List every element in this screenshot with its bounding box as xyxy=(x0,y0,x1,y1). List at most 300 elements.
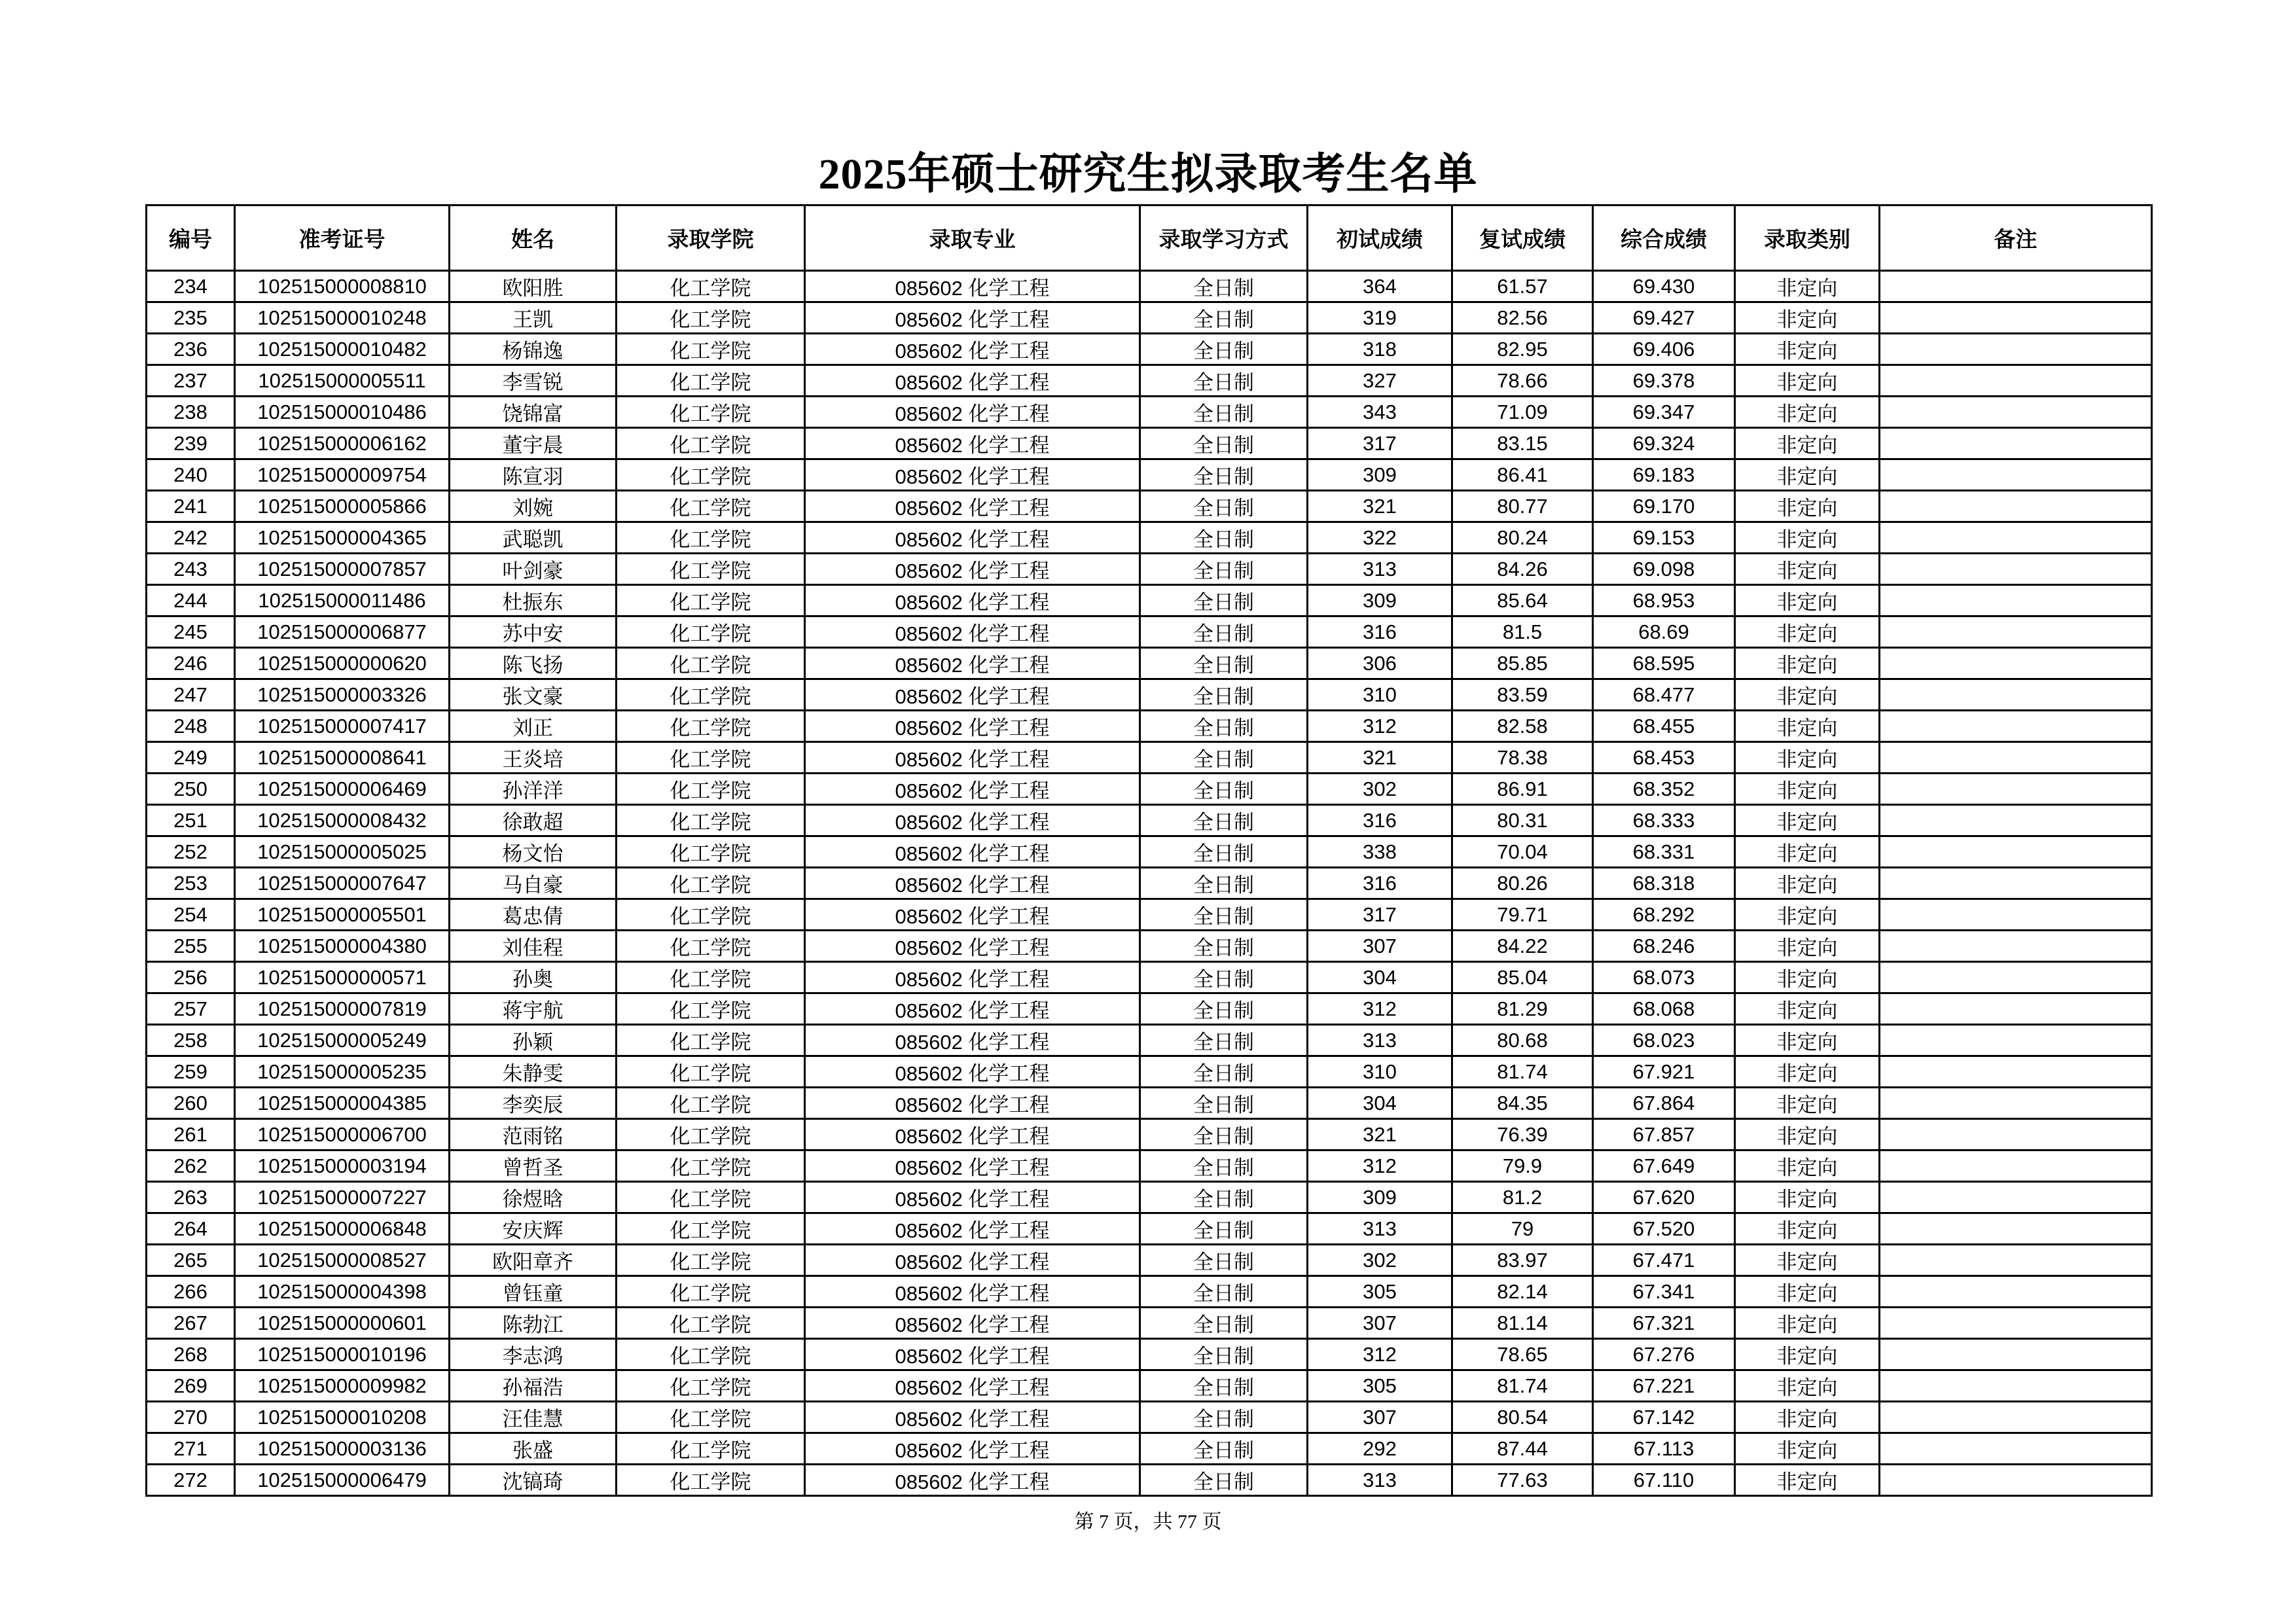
table-cell: 76.39 xyxy=(1452,1119,1593,1150)
table-cell: 全日制 xyxy=(1140,585,1308,616)
table-row xyxy=(147,711,2152,742)
table-cell: 非定向 xyxy=(1735,774,1880,805)
table-cell: 309 xyxy=(1308,1182,1452,1213)
table-cell xyxy=(1880,742,2152,774)
page-title: 2025年硕士研究生拟录取考生名单 xyxy=(818,151,1478,198)
table-cell xyxy=(1880,962,2152,993)
table-cell: 83.59 xyxy=(1452,679,1593,711)
table-cell: 312 xyxy=(1308,1339,1452,1370)
table-cell: 237 xyxy=(147,365,235,397)
table-cell xyxy=(1880,679,2152,711)
table-cell: 257 xyxy=(147,993,235,1025)
table-cell: 徐煜晗 xyxy=(450,1182,617,1213)
table-cell: 化工学院 xyxy=(617,711,805,742)
table-cell: 全日制 xyxy=(1140,397,1308,428)
table-cell: 254 xyxy=(147,899,235,931)
column-header: 录取类别 xyxy=(1735,205,1880,271)
table-cell: 085602 化学工程 xyxy=(805,868,1140,899)
table-cell: 68.318 xyxy=(1593,868,1735,899)
table-cell: 321 xyxy=(1308,742,1452,774)
table-cell: 258 xyxy=(147,1025,235,1056)
table-cell: 249 xyxy=(147,742,235,774)
table-cell: 曾哲圣 xyxy=(450,1150,617,1182)
table-row xyxy=(147,1119,2152,1150)
table-row xyxy=(147,1370,2152,1402)
table-cell: 68.69 xyxy=(1593,616,1735,648)
table-cell: 非定向 xyxy=(1735,428,1880,459)
table-cell: 085602 化学工程 xyxy=(805,774,1140,805)
table-row xyxy=(147,585,2152,616)
table-cell: 255 xyxy=(147,931,235,962)
table-cell: 085602 化学工程 xyxy=(805,742,1140,774)
table-cell: 69.430 xyxy=(1593,271,1735,302)
table-cell: 244 xyxy=(147,585,235,616)
table-cell: 78.38 xyxy=(1452,742,1593,774)
table-cell: 全日制 xyxy=(1140,302,1308,334)
table-cell: 86.91 xyxy=(1452,774,1593,805)
table-cell: 化工学院 xyxy=(617,271,805,302)
table-cell: 085602 化学工程 xyxy=(805,522,1140,554)
table-cell xyxy=(1880,585,2152,616)
table-cell: 085602 化学工程 xyxy=(805,993,1140,1025)
table-cell: 085602 化学工程 xyxy=(805,365,1140,397)
table-cell: 非定向 xyxy=(1735,397,1880,428)
table-cell: 张文豪 xyxy=(450,679,617,711)
table-cell: 李雪锐 xyxy=(450,365,617,397)
table-cell: 非定向 xyxy=(1735,1182,1880,1213)
table-cell: 全日制 xyxy=(1140,459,1308,491)
table-cell: 085602 化学工程 xyxy=(805,459,1140,491)
column-header: 录取学习方式 xyxy=(1140,205,1308,271)
table-cell: 安庆辉 xyxy=(450,1213,617,1245)
table-cell: 085602 化学工程 xyxy=(805,1276,1140,1308)
table-cell: 非定向 xyxy=(1735,1465,1880,1496)
table-cell: 杨文怡 xyxy=(450,836,617,868)
table-cell: 全日制 xyxy=(1140,1339,1308,1370)
table-row xyxy=(147,993,2152,1025)
table-cell: 化工学院 xyxy=(617,365,805,397)
table-cell: 304 xyxy=(1308,1088,1452,1119)
table-cell: 085602 化学工程 xyxy=(805,1402,1140,1433)
table-cell xyxy=(1880,1119,2152,1150)
table-cell: 102515000004365 xyxy=(235,522,450,554)
table-cell: 化工学院 xyxy=(617,899,805,931)
table-cell: 全日制 xyxy=(1140,1402,1308,1433)
table-row xyxy=(147,931,2152,962)
table-cell: 82.58 xyxy=(1452,711,1593,742)
table-cell: 化工学院 xyxy=(617,774,805,805)
table-cell: 102515000007647 xyxy=(235,868,450,899)
table-cell: 杜振东 xyxy=(450,585,617,616)
table-cell: 叶剑豪 xyxy=(450,554,617,585)
table-row xyxy=(147,742,2152,774)
table-cell: 085602 化学工程 xyxy=(805,397,1140,428)
table-cell: 235 xyxy=(147,302,235,334)
table-cell: 316 xyxy=(1308,805,1452,836)
table-cell: 全日制 xyxy=(1140,365,1308,397)
table-cell: 沈镐琦 xyxy=(450,1465,617,1496)
table-cell: 刘正 xyxy=(450,711,617,742)
table-cell xyxy=(1880,774,2152,805)
table-cell: 302 xyxy=(1308,1245,1452,1276)
table-row xyxy=(147,868,2152,899)
table-cell: 102515000006479 xyxy=(235,1465,450,1496)
table-cell: 化工学院 xyxy=(617,1339,805,1370)
table-cell: 化工学院 xyxy=(617,616,805,648)
table-cell: 非定向 xyxy=(1735,1370,1880,1402)
table-cell: 102515000005866 xyxy=(235,491,450,522)
table-cell xyxy=(1880,302,2152,334)
table-cell: 338 xyxy=(1308,836,1452,868)
table-row xyxy=(147,1402,2152,1433)
table-cell: 102515000006162 xyxy=(235,428,450,459)
table-cell: 全日制 xyxy=(1140,554,1308,585)
table-cell: 102515000005249 xyxy=(235,1025,450,1056)
table-cell: 309 xyxy=(1308,459,1452,491)
table-cell: 非定向 xyxy=(1735,1433,1880,1465)
table-row xyxy=(147,554,2152,585)
table-cell: 70.04 xyxy=(1452,836,1593,868)
table-cell: 085602 化学工程 xyxy=(805,711,1140,742)
table-cell: 102515000010196 xyxy=(235,1339,450,1370)
table-cell: 68.477 xyxy=(1593,679,1735,711)
table-cell: 68.333 xyxy=(1593,805,1735,836)
table-cell: 68.953 xyxy=(1593,585,1735,616)
column-header: 初试成绩 xyxy=(1308,205,1452,271)
table-row xyxy=(147,1339,2152,1370)
table-cell: 武聪凯 xyxy=(450,522,617,554)
table-row xyxy=(147,1213,2152,1245)
table-row xyxy=(147,648,2152,679)
table-cell xyxy=(1880,397,2152,428)
table-cell: 化工学院 xyxy=(617,1150,805,1182)
table-cell: 67.921 xyxy=(1593,1056,1735,1088)
table-cell: 085602 化学工程 xyxy=(805,585,1140,616)
table-cell xyxy=(1880,1150,2152,1182)
table-cell xyxy=(1880,836,2152,868)
table-cell: 王炎培 xyxy=(450,742,617,774)
table-row xyxy=(147,1245,2152,1276)
table-cell: 252 xyxy=(147,836,235,868)
table-cell: 102515000005511 xyxy=(235,365,450,397)
table-cell: 61.57 xyxy=(1452,271,1593,302)
table-cell: 69.347 xyxy=(1593,397,1735,428)
table-cell: 82.95 xyxy=(1452,334,1593,365)
table-cell: 259 xyxy=(147,1056,235,1088)
table-cell: 杨锦逸 xyxy=(450,334,617,365)
table-cell: 全日制 xyxy=(1140,616,1308,648)
table-cell: 全日制 xyxy=(1140,1213,1308,1245)
table-cell xyxy=(1880,334,2152,365)
table-cell xyxy=(1880,868,2152,899)
table-cell: 69.098 xyxy=(1593,554,1735,585)
table-cell: 102515000004385 xyxy=(235,1088,450,1119)
table-cell: 307 xyxy=(1308,1402,1452,1433)
table-cell: 全日制 xyxy=(1140,1088,1308,1119)
table-cell: 102515000007819 xyxy=(235,993,450,1025)
table-cell xyxy=(1880,271,2152,302)
table-cell: 313 xyxy=(1308,554,1452,585)
table-cell: 67.321 xyxy=(1593,1308,1735,1339)
column-header: 备注 xyxy=(1880,205,2152,271)
table-cell: 非定向 xyxy=(1735,1339,1880,1370)
table-cell: 102515000008641 xyxy=(235,742,450,774)
table-cell: 化工学院 xyxy=(617,993,805,1025)
table-cell: 271 xyxy=(147,1433,235,1465)
table-cell: 316 xyxy=(1308,616,1452,648)
table-cell: 全日制 xyxy=(1140,742,1308,774)
table-cell: 非定向 xyxy=(1735,742,1880,774)
table-cell: 陈飞扬 xyxy=(450,648,617,679)
table-cell: 81.14 xyxy=(1452,1308,1593,1339)
table-cell: 310 xyxy=(1308,679,1452,711)
table-cell: 69.183 xyxy=(1593,459,1735,491)
table-cell: 261 xyxy=(147,1119,235,1150)
table-cell: 孙福浩 xyxy=(450,1370,617,1402)
table-cell: 化工学院 xyxy=(617,459,805,491)
table-cell: 陈勃江 xyxy=(450,1308,617,1339)
table-cell: 非定向 xyxy=(1735,931,1880,962)
table-cell: 67.341 xyxy=(1593,1276,1735,1308)
table-cell: 孙奥 xyxy=(450,962,617,993)
table-cell: 268 xyxy=(147,1339,235,1370)
table-cell: 102515000003194 xyxy=(235,1150,450,1182)
table-cell: 化工学院 xyxy=(617,302,805,334)
table-cell: 83.15 xyxy=(1452,428,1593,459)
table-cell: 非定向 xyxy=(1735,993,1880,1025)
table-cell: 欧阳章齐 xyxy=(450,1245,617,1276)
table-cell: 全日制 xyxy=(1140,868,1308,899)
table-cell: 102515000005025 xyxy=(235,836,450,868)
table-cell: 全日制 xyxy=(1140,1119,1308,1150)
table-cell xyxy=(1880,522,2152,554)
table-cell: 非定向 xyxy=(1735,491,1880,522)
table-cell: 非定向 xyxy=(1735,679,1880,711)
table-cell: 化工学院 xyxy=(617,1182,805,1213)
table-cell: 全日制 xyxy=(1140,1182,1308,1213)
table-row xyxy=(147,491,2152,522)
table-cell xyxy=(1880,365,2152,397)
table-cell: 化工学院 xyxy=(617,1088,805,1119)
table-cell: 非定向 xyxy=(1735,1213,1880,1245)
table-cell: 化工学院 xyxy=(617,805,805,836)
table-cell: 81.29 xyxy=(1452,993,1593,1025)
table-cell: 全日制 xyxy=(1140,1056,1308,1088)
table-cell: 236 xyxy=(147,334,235,365)
table-cell: 085602 化学工程 xyxy=(805,616,1140,648)
table-cell: 085602 化学工程 xyxy=(805,1213,1140,1245)
table-row xyxy=(147,1276,2152,1308)
table-cell: 82.56 xyxy=(1452,302,1593,334)
table-cell: 化工学院 xyxy=(617,491,805,522)
table-cell: 范雨铭 xyxy=(450,1119,617,1150)
table-cell: 310 xyxy=(1308,1056,1452,1088)
table-row xyxy=(147,428,2152,459)
table-cell: 非定向 xyxy=(1735,554,1880,585)
table-cell xyxy=(1880,711,2152,742)
table-cell: 302 xyxy=(1308,774,1452,805)
table-cell: 化工学院 xyxy=(617,1370,805,1402)
table-cell: 欧阳胜 xyxy=(450,271,617,302)
table-row xyxy=(147,616,2152,648)
table-cell: 非定向 xyxy=(1735,1402,1880,1433)
table-cell: 非定向 xyxy=(1735,334,1880,365)
table-cell xyxy=(1880,1056,2152,1088)
table-row xyxy=(147,302,2152,334)
table-row xyxy=(147,1308,2152,1339)
table-cell xyxy=(1880,491,2152,522)
table-row xyxy=(147,962,2152,993)
table-cell: 267 xyxy=(147,1308,235,1339)
table-cell: 非定向 xyxy=(1735,1276,1880,1308)
table-cell xyxy=(1880,428,2152,459)
table-cell xyxy=(1880,1276,2152,1308)
table-cell: 81.74 xyxy=(1452,1370,1593,1402)
table-cell: 化工学院 xyxy=(617,585,805,616)
table-cell: 102515000008810 xyxy=(235,271,450,302)
table-row xyxy=(147,334,2152,365)
table-cell: 蒋宇航 xyxy=(450,993,617,1025)
table-cell: 319 xyxy=(1308,302,1452,334)
table-cell: 全日制 xyxy=(1140,1433,1308,1465)
table-cell: 102515000009982 xyxy=(235,1370,450,1402)
table-cell: 非定向 xyxy=(1735,648,1880,679)
table-cell: 67.110 xyxy=(1593,1465,1735,1496)
table-cell: 241 xyxy=(147,491,235,522)
table-cell: 全日制 xyxy=(1140,1245,1308,1276)
table-cell: 102515000006877 xyxy=(235,616,450,648)
table-cell: 80.77 xyxy=(1452,491,1593,522)
table-cell xyxy=(1880,1370,2152,1402)
table-cell: 85.04 xyxy=(1452,962,1593,993)
table-cell: 全日制 xyxy=(1140,648,1308,679)
table-cell: 非定向 xyxy=(1735,711,1880,742)
table-cell: 孙洋洋 xyxy=(450,774,617,805)
table-cell: 全日制 xyxy=(1140,711,1308,742)
table-cell: 085602 化学工程 xyxy=(805,334,1140,365)
table-cell: 徐敢超 xyxy=(450,805,617,836)
table-row xyxy=(147,1465,2152,1496)
table-cell: 董宇晨 xyxy=(450,428,617,459)
table-cell: 非定向 xyxy=(1735,899,1880,931)
table-cell: 非定向 xyxy=(1735,522,1880,554)
table-cell: 67.142 xyxy=(1593,1402,1735,1433)
table-cell: 266 xyxy=(147,1276,235,1308)
table-cell: 102515000006848 xyxy=(235,1213,450,1245)
table-cell: 68.455 xyxy=(1593,711,1735,742)
table-cell xyxy=(1880,1339,2152,1370)
table-cell: 全日制 xyxy=(1140,899,1308,931)
table-cell: 309 xyxy=(1308,585,1452,616)
table-cell: 全日制 xyxy=(1140,1465,1308,1496)
table-row xyxy=(147,365,2152,397)
table-cell: 085602 化学工程 xyxy=(805,679,1140,711)
table-cell: 82.14 xyxy=(1452,1276,1593,1308)
table-cell: 68.073 xyxy=(1593,962,1735,993)
table-cell: 102515000000620 xyxy=(235,648,450,679)
table-cell xyxy=(1880,1433,2152,1465)
table-cell: 81.74 xyxy=(1452,1056,1593,1088)
table-cell: 68.068 xyxy=(1593,993,1735,1025)
table-cell: 307 xyxy=(1308,931,1452,962)
table-cell: 253 xyxy=(147,868,235,899)
table-cell: 68.352 xyxy=(1593,774,1735,805)
table-cell: 全日制 xyxy=(1140,491,1308,522)
table-cell xyxy=(1880,899,2152,931)
table-cell: 318 xyxy=(1308,334,1452,365)
table-cell: 全日制 xyxy=(1140,836,1308,868)
table-cell: 化工学院 xyxy=(617,428,805,459)
table-cell: 312 xyxy=(1308,711,1452,742)
table-cell: 102515000003326 xyxy=(235,679,450,711)
table-cell: 化工学院 xyxy=(617,742,805,774)
table-cell: 全日制 xyxy=(1140,679,1308,711)
table-cell: 非定向 xyxy=(1735,1150,1880,1182)
table-cell: 102515000010248 xyxy=(235,302,450,334)
table-cell: 化工学院 xyxy=(617,1465,805,1496)
table-cell: 非定向 xyxy=(1735,459,1880,491)
table-cell: 67.520 xyxy=(1593,1213,1735,1245)
table-cell: 68.246 xyxy=(1593,931,1735,962)
table-cell: 全日制 xyxy=(1140,993,1308,1025)
table-cell: 非定向 xyxy=(1735,868,1880,899)
table-cell: 化工学院 xyxy=(617,1433,805,1465)
table-cell: 102515000006469 xyxy=(235,774,450,805)
table-cell: 李志鸿 xyxy=(450,1339,617,1370)
table-cell: 化工学院 xyxy=(617,679,805,711)
table-cell: 262 xyxy=(147,1150,235,1182)
table-cell: 非定向 xyxy=(1735,1119,1880,1150)
table-cell: 256 xyxy=(147,962,235,993)
table-cell: 085602 化学工程 xyxy=(805,1308,1140,1339)
table-cell xyxy=(1880,648,2152,679)
table-cell: 80.24 xyxy=(1452,522,1593,554)
table-cell: 316 xyxy=(1308,868,1452,899)
table-header-row xyxy=(147,205,2152,271)
table-cell: 化工学院 xyxy=(617,1276,805,1308)
table-cell: 非定向 xyxy=(1735,365,1880,397)
table-cell: 86.41 xyxy=(1452,459,1593,491)
table-row xyxy=(147,899,2152,931)
table-cell: 84.35 xyxy=(1452,1088,1593,1119)
table-cell: 化工学院 xyxy=(617,1119,805,1150)
table-cell: 67.471 xyxy=(1593,1245,1735,1276)
table-cell: 陈宣羽 xyxy=(450,459,617,491)
table-cell: 67.113 xyxy=(1593,1433,1735,1465)
table-row xyxy=(147,1088,2152,1119)
table-cell: 化工学院 xyxy=(617,554,805,585)
table-cell xyxy=(1880,1308,2152,1339)
table-cell: 085602 化学工程 xyxy=(805,962,1140,993)
table-cell xyxy=(1880,554,2152,585)
table-cell: 汪佳慧 xyxy=(450,1402,617,1433)
table-cell: 085602 化学工程 xyxy=(805,1119,1140,1150)
table-cell: 化工学院 xyxy=(617,1402,805,1433)
table-cell: 085602 化学工程 xyxy=(805,1465,1140,1496)
table-cell: 270 xyxy=(147,1402,235,1433)
table-cell: 312 xyxy=(1308,1150,1452,1182)
table-cell xyxy=(1880,1213,2152,1245)
table-cell: 321 xyxy=(1308,491,1452,522)
table-cell: 102515000010208 xyxy=(235,1402,450,1433)
table-cell: 238 xyxy=(147,397,235,428)
table-cell xyxy=(1880,616,2152,648)
table-cell: 085602 化学工程 xyxy=(805,1088,1140,1119)
table-row xyxy=(147,522,2152,554)
table-cell: 79.71 xyxy=(1452,899,1593,931)
table-cell: 葛忠倩 xyxy=(450,899,617,931)
table-cell: 102515000005235 xyxy=(235,1056,450,1088)
